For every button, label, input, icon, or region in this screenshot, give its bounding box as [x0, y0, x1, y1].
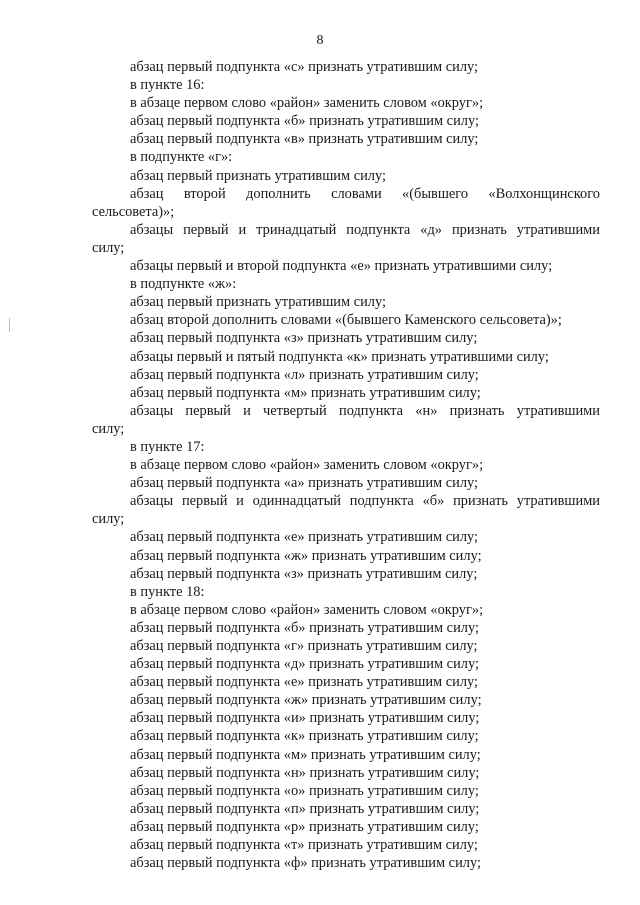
scan-edge-mark [9, 318, 10, 332]
paragraph-line: в пункте 18: [130, 583, 205, 600]
paragraph-line: в абзаце первом слово «район» заменить словом «округ»; [130, 95, 484, 112]
paragraph-line: абзац первый подпункта «в» признать утратившим силу; [130, 131, 479, 148]
paragraph-line: абзацы первый и одиннадцатый подпункта «б» признать утратившими [130, 493, 600, 510]
paragraph-line: абзацы первый и тринадцатый подпункта «д» признать утратившими [130, 221, 600, 238]
paragraph-line: в пункте 16: [130, 77, 205, 94]
paragraph-line: абзац первый подпункта «а» признать утратившим силу; [130, 475, 479, 492]
paragraph-line: абзац первый подпункта «м» признать утратившим силу; [130, 384, 481, 401]
paragraph-line: абзац первый подпункта «м» признать утратившим силу; [130, 746, 481, 763]
paragraph-line: абзац первый подпункта «з» признать утратившим силу; [130, 565, 478, 582]
paragraph-line: абзац первый подпункта «е» признать утратившим силу; [130, 529, 479, 546]
paragraph-line: абзацы первый и четвертый подпункта «н» признать утратившими [130, 402, 600, 419]
paragraph-line: абзац первый подпункта «н» признать утратившим силу; [130, 764, 480, 781]
paragraph-line: абзац первый подпункта «з» признать утратившим силу; [130, 330, 478, 347]
paragraph-line: абзац первый подпункта «ж» признать утратившим силу; [130, 547, 482, 564]
paragraph-line: абзац первый подпункта «о» признать утратившим силу; [130, 782, 479, 799]
paragraph-line: абзац первый подпункта «р» признать утратившим силу; [130, 818, 479, 835]
paragraph-line: абзацы первый и второй подпункта «е» признать утратившими силу; [130, 258, 553, 275]
paragraph-line: абзац первый подпункта «л» признать утратившим силу; [130, 366, 479, 383]
paragraph-line: абзац второй дополнить словами «(бывшего «Волхонщинского [130, 185, 600, 202]
paragraph-continuation-line: силу; [92, 511, 125, 528]
paragraph-line: в подпункте «г»: [130, 149, 233, 166]
paragraph-line: абзац первый подпункта «б» признать утратившим силу; [130, 619, 479, 636]
paragraph-line: в пункте 17: [130, 438, 205, 455]
paragraph-line: абзацы первый и пятый подпункта «к» признать утратившими силу; [130, 348, 549, 365]
paragraph-line: абзац первый подпункта «т» признать утратившим силу; [130, 837, 478, 854]
paragraph-line: абзац первый признать утратившим силу; [130, 294, 386, 311]
paragraph-line: абзац первый подпункта «п» признать утратившим силу; [130, 800, 480, 817]
page-number: 8 [316, 33, 324, 48]
paragraph-line: в подпункте «ж»: [130, 276, 237, 293]
paragraph-line: в абзаце первом слово «район» заменить словом «округ»; [130, 457, 484, 474]
paragraph-line: абзац первый подпункта «с» признать утратившим силу; [130, 59, 479, 75]
paragraph-line: абзац первый подпункта «и» признать утратившим силу; [130, 710, 480, 727]
paragraph-line: абзац первый подпункта «е» признать утратившим силу; [130, 674, 479, 691]
paragraph-line: абзац первый подпункта «ф» признать утратившим силу; [130, 855, 481, 872]
paragraph-line: в абзаце первом слово «район» заменить словом «округ»; [130, 601, 484, 618]
paragraph-line: абзац первый подпункта «б» признать утратившим силу; [130, 113, 479, 130]
document-body [92, 58, 600, 872]
paragraph-line: абзац первый подпункта «ж» признать утратившим силу; [130, 692, 482, 709]
paragraph-line: абзац первый признать утратившим силу; [130, 167, 386, 184]
paragraph-continuation-line: силу; [92, 420, 125, 437]
paragraph-line: абзац второй дополнить словами «(бывшего Каменского сельсовета)»; [130, 312, 562, 329]
paragraph-continuation-line: силу; [92, 239, 125, 256]
paragraph-continuation-line: сельсовета)»; [92, 203, 175, 220]
paragraph-line: абзац первый подпункта «г» признать утратившим силу; [130, 638, 478, 654]
paragraph-line: абзац первый подпункта «к» признать утратившим силу; [130, 728, 479, 745]
paragraph-line: абзац первый подпункта «д» признать утратившим силу; [130, 656, 479, 673]
